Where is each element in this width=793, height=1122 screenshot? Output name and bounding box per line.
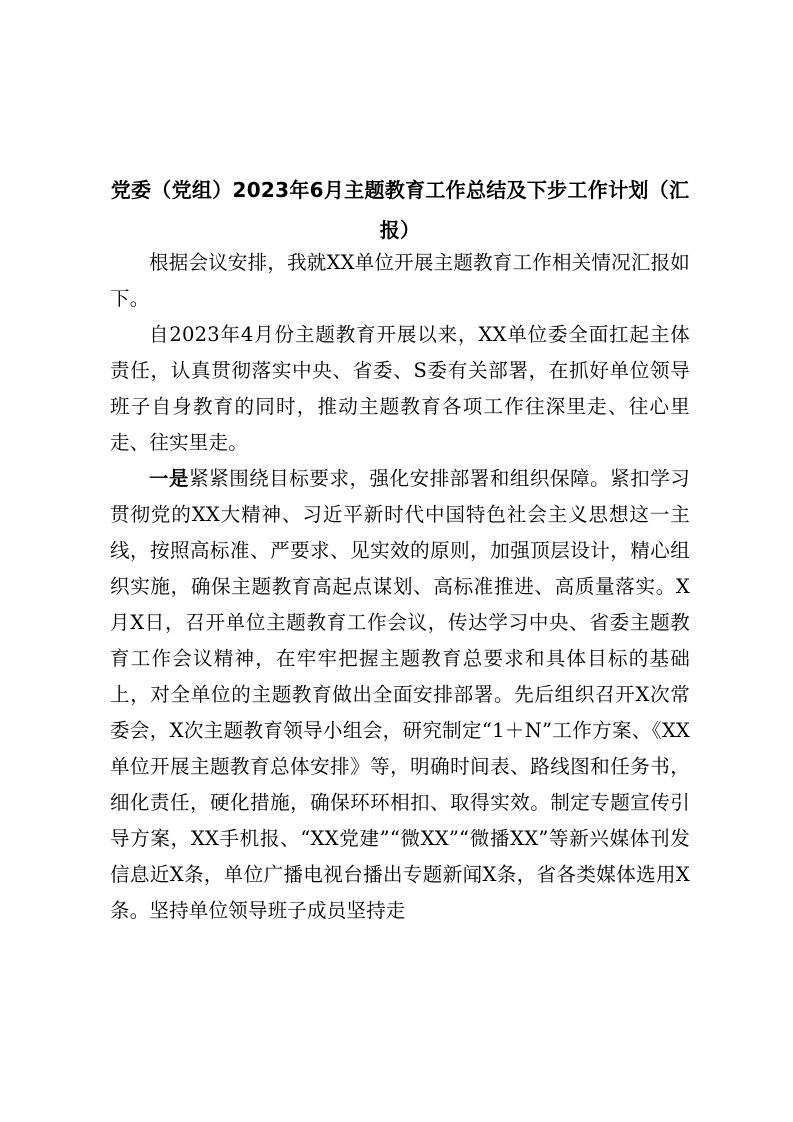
paragraph-overview — [110, 317, 690, 461]
paragraph-lead: 一是 — [149, 467, 190, 490]
document-title: 党委（党组）2023年6月主题教育工作总结及下步工作计划（汇报） — [110, 178, 690, 242]
paragraph-point-one — [110, 461, 690, 929]
paragraph-text: 根据会议安排，我就XX单位开展主题教育工作相关情况汇报如下。 — [110, 251, 690, 310]
paragraph-text: 自2023年4月份主题教育开展以来，XX单位委全面扛起主体责任，认真贯彻落实中央、省委、S委有关部署，在抓好单位领导班子自身教育的同时，推动主题教育各项工作往深里走、往心里走、往实里走。 — [110, 323, 690, 454]
paragraph-text: 紧紧围绕目标要求，强化安排部署和组织保障。紧扣学习贯彻党的XX大精神、习近平新时代中国特色社会主义思想这一主线，按照高标准、严要求、见实效的原则，加强顶层设计，精心组织实施，确保主题教育高起点谋划、高标准推进、高质量落实。X月X日，召开单位主题教育工作会议，传达学习中央、省委主题教育工作会议精神，在牢牢把握主题教育总要求和具体目标的基础上，对全单位的主题教育做出全面安排部署。先后组织召开X次常委会，X次主题教育领导小组会，研究制定“1＋N”工作方案、《XX单位开展主题教育总体安排》等，明确时间表、路线图和任务书，细化责任，硬化措施，确保环环相扣、取得实效。制定专题宣传引导方案，XX手机报、“XX党建”“微XX”“微播XX”等新兴媒体刊发信息近X条，单位广播电视台播出专题新闻X条，省各类媒体选用X条。坚持单位领导班子成员坚持走 — [110, 467, 690, 922]
paragraph-intro — [110, 245, 690, 317]
document-body — [110, 245, 690, 929]
